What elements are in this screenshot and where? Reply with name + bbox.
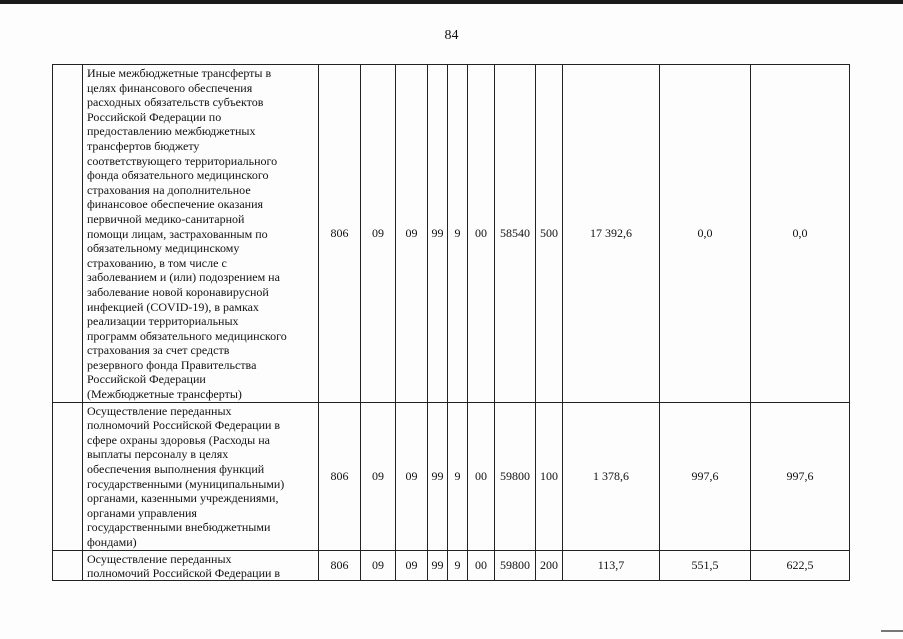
description-line: первичной медико-санитарной [87,211,245,226]
description-line: программ обязательного медицинского [87,328,287,343]
description-line: органами, казенными учреждениями, [87,491,279,506]
expense-type-cell: 200 [536,550,563,580]
amount-cell: 997,6 [660,402,751,550]
description-line: фондами) [87,535,137,549]
description-line: реализации территориальных [87,314,239,329]
description-line: выплаты персоналу в целях [87,447,229,462]
description-line: обязательному медицинскому [87,241,240,256]
direction-cell: 00 [468,402,495,550]
target-code-cell: 59800 [495,550,536,580]
description-line: (Межбюджетные трансферты) [87,387,242,402]
description-line: Осуществление переданных [87,403,232,418]
expense-type-cell: 500 [536,65,563,403]
amount-cell: 622,5 [751,550,850,580]
description-line: обеспечения выполнения функций [87,462,265,477]
description-line: предоставлению межбюджетных [87,124,256,139]
description-clip [87,552,316,580]
description-line: помощи лицам, застрахованным по [87,226,268,241]
description-line: инфекцией (COVID-19), в рамках [87,299,259,314]
description-line: страхования на дополнительное [87,182,251,197]
subsection-cell: 09 [396,402,428,550]
direction-cell: 00 [468,550,495,580]
description-line: страхованию, в том числе с [87,255,227,270]
description-line: полномочий Российской Федерации в [87,418,281,433]
description-line: страхования за счет средств [87,343,230,358]
description-line: целях финансового обеспечения [87,80,253,95]
description-line: Иные межбюджетные трансферты в [87,66,272,80]
section-cell: 09 [361,402,396,550]
subprogram-cell: 9 [448,550,468,580]
subsection-cell: 09 [396,65,428,403]
description-cell [83,550,319,580]
subprogram-cell: 9 [448,402,468,550]
amount-cell: 17 392,6 [563,65,660,403]
description-line: соответствующего территориального [87,153,278,168]
index-cell [53,65,83,403]
amount-cell: 1 378,6 [563,402,660,550]
description-line: резервного фонда Правительства [87,357,257,372]
expense-type-cell: 100 [536,402,563,550]
description-line: заболеванием и (или) подозрением на [87,270,280,285]
description-line: фонда обязательного медицинского [87,168,269,183]
description-line: государственными (муниципальными) [87,476,285,491]
ministry-cell: 806 [319,65,361,403]
direction-cell: 00 [468,65,495,403]
target-code-cell: 59800 [495,402,536,550]
program-cell: 99 [428,65,448,403]
program-cell: 99 [428,550,448,580]
amount-cell: 997,6 [751,402,850,550]
description-cell [83,65,319,403]
program-cell: 99 [428,402,448,550]
description-line: государственными внебюджетными [87,520,271,535]
page-number: 84 [444,28,459,43]
table-row [53,550,850,580]
target-code-cell: 58540 [495,65,536,403]
description-line: Осуществление переданных [87,551,232,566]
amount-cell: 0,0 [751,65,850,403]
description-line: сфере охраны здоровья (Расходы на [87,432,270,447]
description-line: полномочий Российской Федерации в [87,566,281,580]
table-row [53,65,850,403]
description-cell [83,402,319,550]
description-line: Российской Федерации [87,372,206,387]
subprogram-cell: 9 [448,65,468,403]
ministry-cell: 806 [319,402,361,550]
description-line: органами управления [87,505,197,520]
description-line: финансовое обеспечение оказания [87,197,264,212]
index-cell [53,402,83,550]
amount-cell: 551,5 [660,550,751,580]
section-cell: 09 [361,550,396,580]
section-cell: 09 [361,65,396,403]
description-line: трансфертов бюджету [87,138,200,153]
description-line: Российской Федерации по [87,109,222,124]
budget-table [52,64,850,581]
amount-cell: 0,0 [660,65,751,403]
description-line: расходных обязательств субъектов [87,95,264,110]
amount-cell: 113,7 [563,550,660,580]
page-top-edge [0,0,903,4]
table-row [53,402,850,550]
scan-edge-mark [881,630,903,632]
ministry-cell: 806 [319,550,361,580]
index-cell [53,550,83,580]
subsection-cell: 09 [396,550,428,580]
description-line: заболевание новой коронавирусной [87,284,269,299]
